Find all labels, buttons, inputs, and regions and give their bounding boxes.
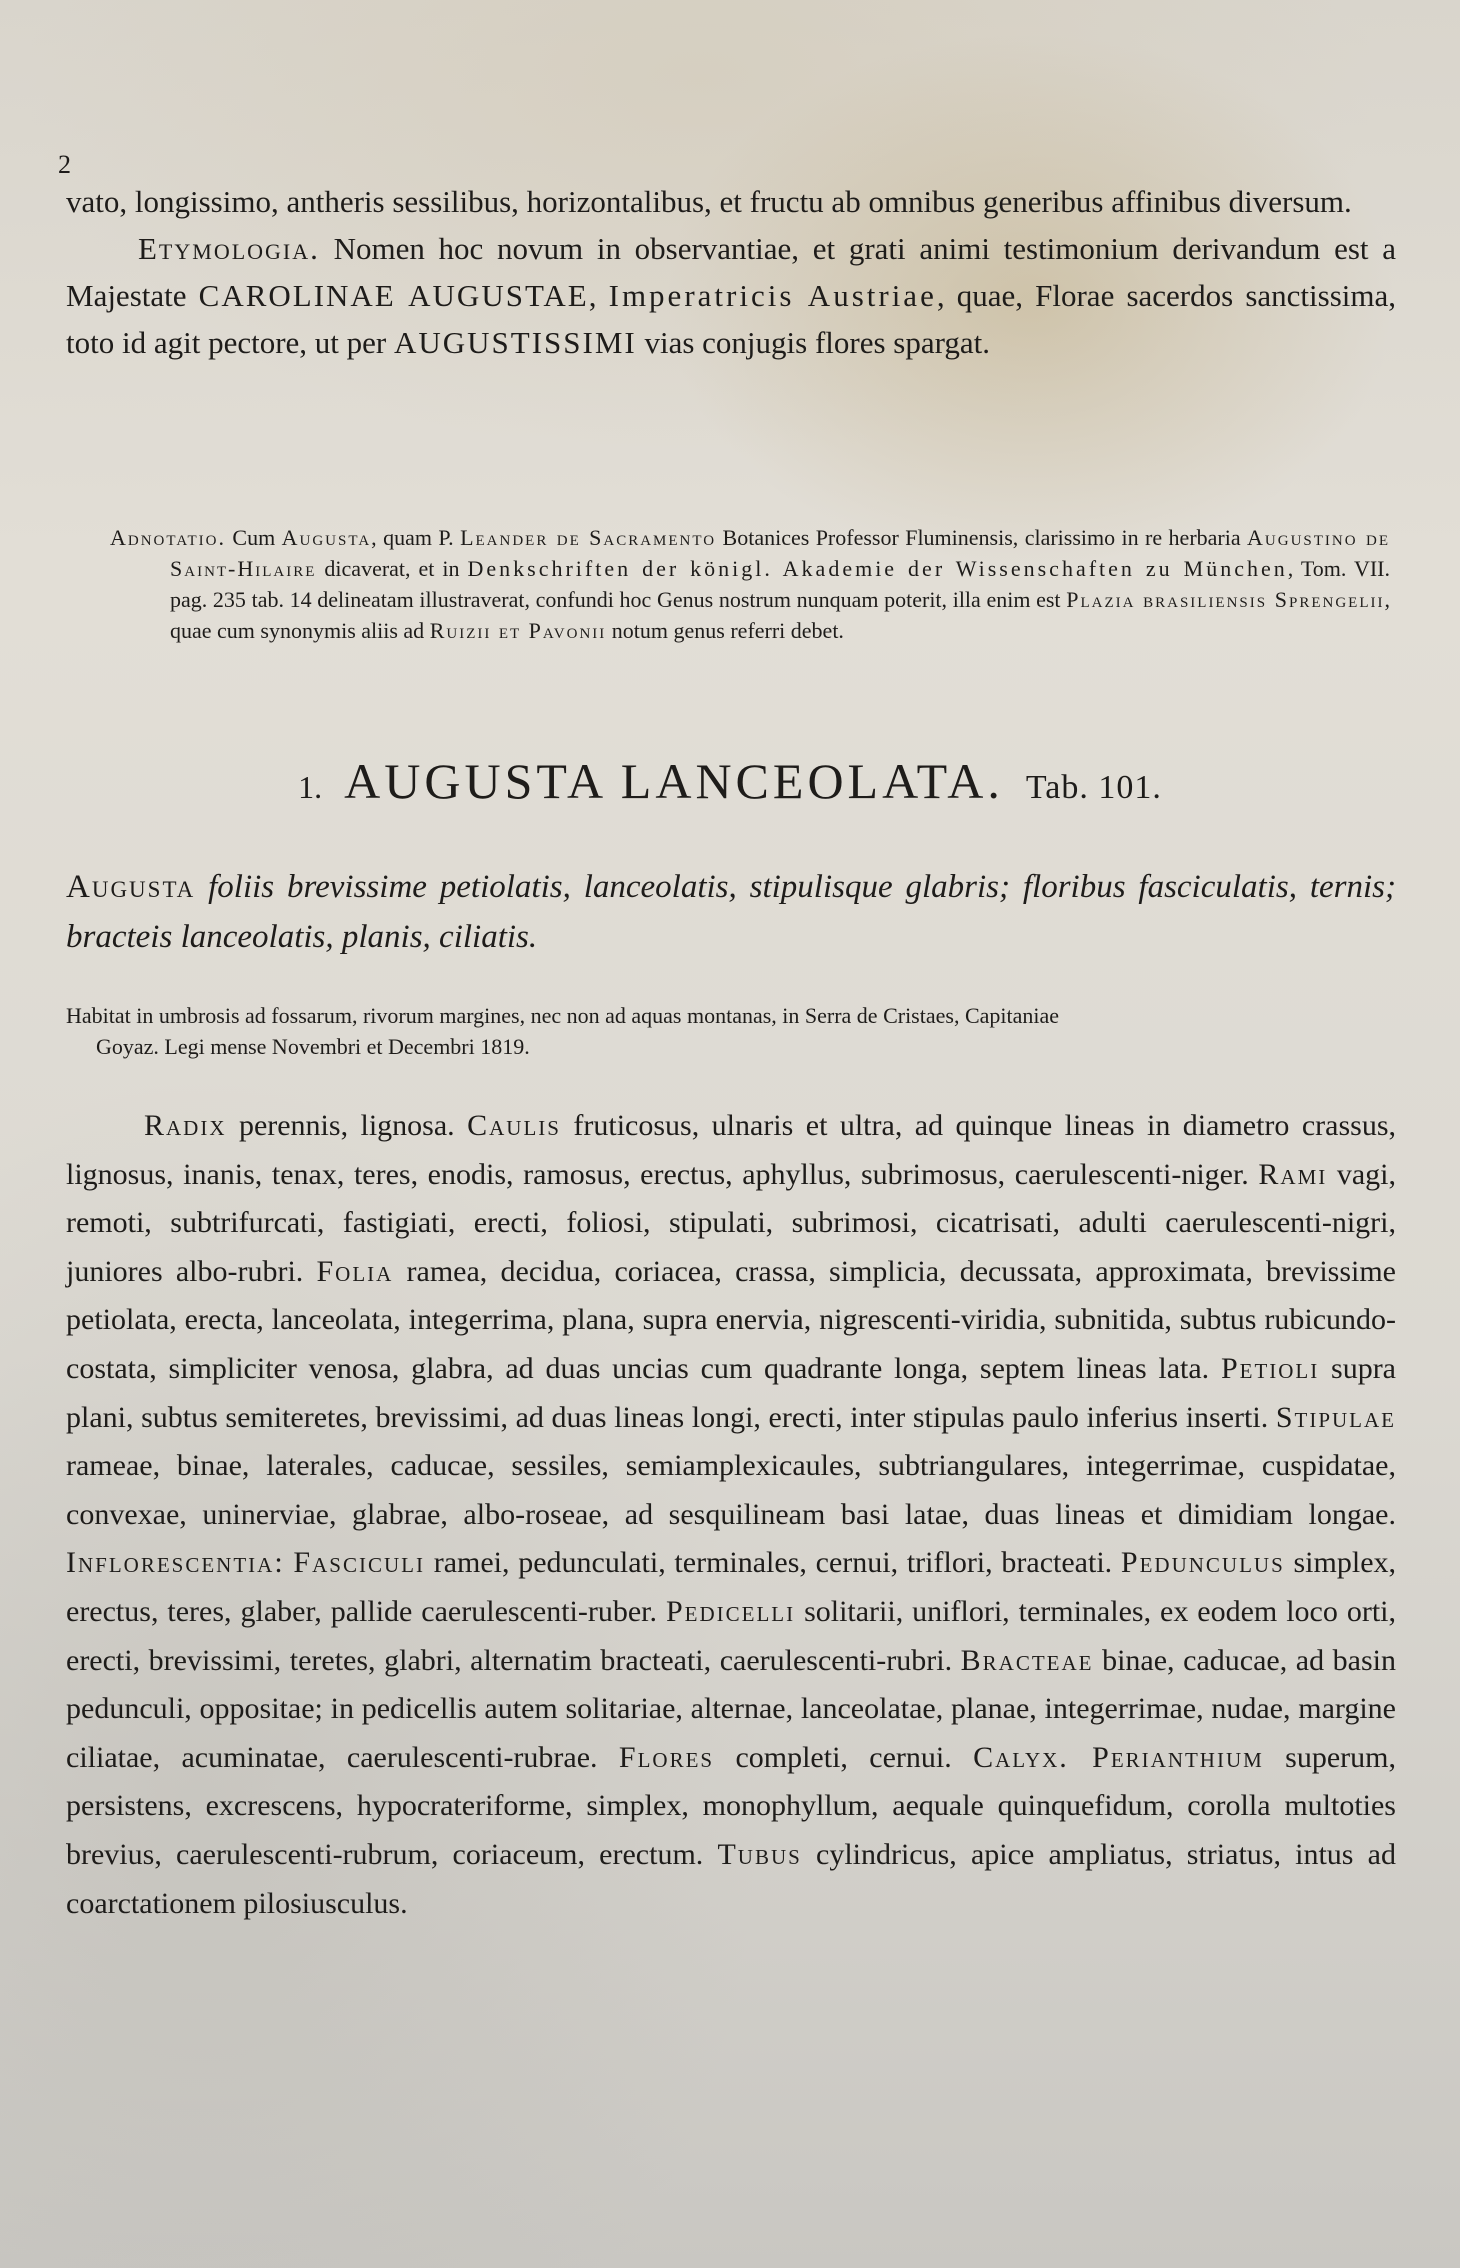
adnotatio-text: Botanices Professor Fluminensis, clarissimo in re herbaria <box>716 525 1248 550</box>
diagnosis-genus: Augusta <box>66 869 196 905</box>
term-caulis: Caulis <box>467 1109 561 1142</box>
description-text: fruticosus, ulnaris et ultra, ad quinque lineas in diametro crassus, lignosus, inanis, tenax, teres, enodis, ramosus, erectus, aphyllus, subrimosus, caerulescenti-niger. <box>66 1109 1397 1191</box>
description-text: perennis, lignosa. <box>226 1109 468 1142</box>
description-text: ramei, pedunculati, terminales, cernui, triflori, bracteati. <box>424 1546 1121 1580</box>
etymologia-text: Nomen hoc novum in observantiae, et grati animi testimonium derivandum est a Majestate <box>66 231 1396 313</box>
term-bracteae: Bracteae <box>960 1643 1094 1677</box>
term-fasciculi: Fasciculi <box>293 1546 425 1580</box>
term-calyx: Calyx. Perianthium <box>973 1740 1264 1774</box>
species-heading <box>0 752 1460 810</box>
intro-paragraph <box>66 178 1396 225</box>
description-text: completi, cernui. <box>714 1740 974 1774</box>
term-pedicelli: Pedicelli <box>665 1594 796 1628</box>
intro-section <box>66 178 1396 366</box>
adnotatio-text: , quae cum synonymis aliis ad <box>170 587 1390 643</box>
augustissimi: AUGUSTISSIMI <box>393 325 637 360</box>
description-text: vagi, remoti, subtrifurcati, fastigiati, erecti, foliosi, stipulati, subrimosi, cicatrisati, adulti caerulescenti-nigri, juniores albo-rubri. <box>66 1157 1396 1288</box>
term-folia: Folia <box>316 1254 394 1288</box>
adnotatio-text: dicaverat, et in <box>316 556 468 581</box>
carolinae-augustae: CAROLINAE AUGUSTAE <box>198 278 589 313</box>
etymologia-text: , quae, Florae sacerdos sanctissima, toto id agit pectore, ut per <box>66 278 1396 360</box>
adnotatio-text: , quam P. <box>371 525 461 550</box>
species-diagnosis <box>66 862 1396 962</box>
adnotatio-text: , Tom. VII. pag. 235 tab. 14 delineatam illustraverat, confundi hoc Genus nostrum nunquam poterit, illa enim est <box>170 556 1390 612</box>
term-tubus: Tubus <box>717 1837 802 1871</box>
habitat-line: Habitat in umbrosis ad fossarum, rivorum margines, nec non ad aquas montanas, in Serra de Cristaes, Capitaniae <box>66 1003 1060 1028</box>
habitat-line: Goyaz. Legi mense Novembri et Decembri 1819. <box>96 1034 530 1059</box>
adnotatio-augusta: Augusta <box>281 525 372 550</box>
adnotatio-text: Cum <box>226 525 282 550</box>
description-text: binae, caducae, ad basin pedunculi, oppositae; in pedicellis autem solitariae, alternae, lanceolatae, planae, integerrimae, nudae, margine ciliatae, acuminatae, caerulescenti-rubrae. <box>66 1643 1396 1774</box>
etymologia-text: , <box>588 278 609 313</box>
description-text: solitarii, uniflori, terminales, ex eodem loco orti, erecti, brevissimi, teretes, glabri, alternatim bracteati, caerulescenti-rubri. <box>66 1594 1396 1677</box>
adnotatio-plazia: Plazia brasiliensis Sprengelii <box>1066 587 1385 612</box>
adnotatio-augustino: Augustino de Saint-Hilaire <box>170 525 1390 581</box>
term-stipulae: Stipulae <box>1275 1400 1396 1434</box>
adnotatio-leander: Leander de Sacramento <box>460 525 717 550</box>
adnotatio-paragraph <box>110 522 1390 646</box>
etymologia-label: Etymologia. <box>138 231 320 266</box>
adnotatio-ruizii: Ruizii et Pavonii <box>429 618 607 643</box>
description-text: cylindricus, apice ampliatus, striatus, intus ad coarctationem pilosiusculus. <box>66 1837 1396 1920</box>
description-text: supra plani, subtus semiteretes, brevissimi, ad duas lineas longi, erecti, inter stipulas paulo inferius inserti. <box>66 1351 1396 1434</box>
description-text: simplex, erectus, teres, glaber, pallide caerulescenti-ruber. <box>66 1546 1397 1628</box>
species-title: AUGUSTA LANCEOLATA. <box>344 753 1004 809</box>
page-number: 2 <box>58 150 71 179</box>
species-description <box>66 1102 1396 1928</box>
term-petioli: Petioli <box>1220 1351 1320 1385</box>
habitat-note <box>66 1000 1396 1062</box>
etymologia-text: vias conjugis flores spargat. <box>636 325 991 360</box>
plate-reference: Tab. 101. <box>1025 769 1162 806</box>
intro-text: vato, longissimo, antheris sessilibus, horizontalibus, et fructu ab omnibus generibus affinibus diversum. <box>66 184 1352 219</box>
term-rami: Rami <box>1258 1157 1328 1191</box>
description-text: ramea, decidua, coriacea, crassa, simplicia, decussata, approximata, brevissime petiolata, erecta, lanceolata, integerrima, plana, supra enervia, nigrescenti-viridia, subnitida, subtus rubicundo-costata, simpliciter venosa, glabra, ad duas uncias cum quadrante longa, septem lineas lata. <box>66 1254 1396 1385</box>
imperatricis-austriae: Imperatricis Austriae <box>608 278 937 313</box>
species-number: 1. <box>298 769 323 805</box>
adnotatio-text: notum genus referri debet. <box>606 618 844 643</box>
term-pedunculus: Pedunculus <box>1120 1546 1285 1580</box>
etymologia-paragraph <box>66 225 1396 366</box>
description-text: superum, persistens, excrescens, hypocrateriforme, simplex, monophyllum, aequale quinquefidum, corolla multoties brevius, caerulescenti-rubrum, coriaceum, erectum. <box>66 1740 1396 1871</box>
adnotatio-label: Adnotatio. <box>110 525 227 550</box>
adnotatio-note <box>110 522 1390 646</box>
term-flores: Flores <box>618 1740 715 1774</box>
adnotatio-denkschriften: Denkschriften der königl. Akademie der Wissenschaften zu München <box>467 556 1288 581</box>
term-radix: Radix <box>144 1109 227 1142</box>
description-text: rameae, binae, laterales, caducae, sessiles, semiamplexicaules, subtriangulares, integerrimae, cuspidatae, convexae, uninerviae, glabrae, albo-roseae, ad sesquilineam basi latae, duas lineas et dimidiam longae. <box>66 1449 1396 1531</box>
term-inflorescentia: Inflorescentia: <box>66 1546 285 1580</box>
diagnosis-text: foliis brevissime petiolatis, lanceolatis, stipulisque glabris; floribus fasciculatis, ternis; bracteis lanceolatis, planis, ciliatis. <box>66 869 1396 955</box>
